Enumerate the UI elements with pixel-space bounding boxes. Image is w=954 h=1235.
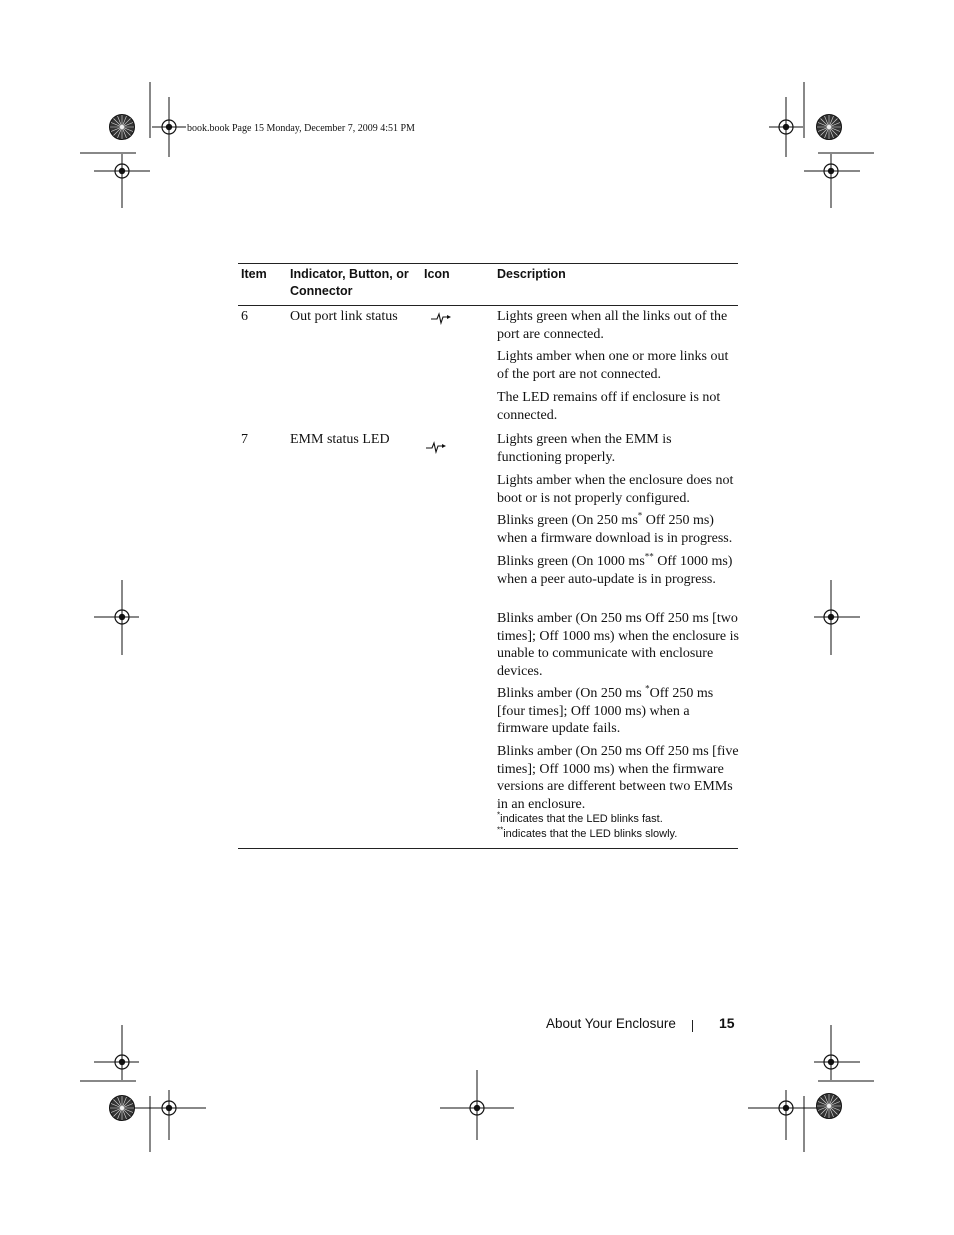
slug-line: book.book Page 15 Monday, December 7, 2009 4:51 PM (187, 123, 415, 134)
row-7-desc-1: Lights green when the EMM is functioning properly. (497, 432, 672, 465)
row-6-desc-2: Lights amber when one or more links out of the port are not connected. (497, 349, 729, 382)
footer-separator (692, 1020, 693, 1032)
header-indicator: Indicator, Button, or Connector (290, 267, 409, 298)
row-7-desc-6: Blinks amber (On 250 ms *Off 250 ms [four times]; Off 1000 ms) when a firmware update fails. (497, 683, 714, 736)
row-7-desc-7: Blinks amber (On 250 ms Off 250 ms [five times]; Off 1000 ms) when the firmware versions are different between two EMMs in an enclosure. (497, 744, 739, 812)
footer-section-title: About Your Enclosure (546, 1016, 676, 1031)
row-6-indicator: Out port link status (290, 309, 398, 324)
footnote-fast: *indicates that the LED blinks fast. (497, 810, 663, 825)
row-6-desc-1: Lights green when all the links out of the port are connected. (497, 309, 728, 342)
row-7-desc-5: Blinks amber (On 250 ms Off 250 ms [two times]; Off 1000 ms) when the enclosure is unable to communicate with enclosure devices. (497, 611, 739, 679)
header-description: Description (497, 267, 566, 281)
table-header-rule (238, 305, 738, 306)
footnote-slow: **indicates that the LED blinks slowly. (497, 825, 678, 840)
row-6-desc-3: The LED remains off if enclosure is not connected. (497, 390, 721, 423)
row-7-desc-3: Blinks green (On 250 ms* Off 250 ms) when a firmware download is in progress. (497, 510, 733, 546)
table-top-rule (238, 263, 738, 264)
row-7-item: 7 (241, 432, 248, 447)
table-bottom-rule (238, 848, 738, 849)
header-icon: Icon (424, 267, 450, 281)
row-7-desc-4: Blinks green (On 1000 ms** Off 1000 ms) when a peer auto-update is in progress. (497, 551, 733, 587)
row-7-desc-2: Lights amber when the enclosure does not boot or is not properly configured. (497, 473, 734, 506)
page-number: 15 (719, 1015, 735, 1031)
emm-status-icon (425, 440, 447, 454)
row-6-item: 6 (241, 309, 248, 324)
row-7-indicator: EMM status LED (290, 432, 390, 447)
header-item: Item (241, 267, 267, 281)
link-status-icon (430, 311, 452, 325)
